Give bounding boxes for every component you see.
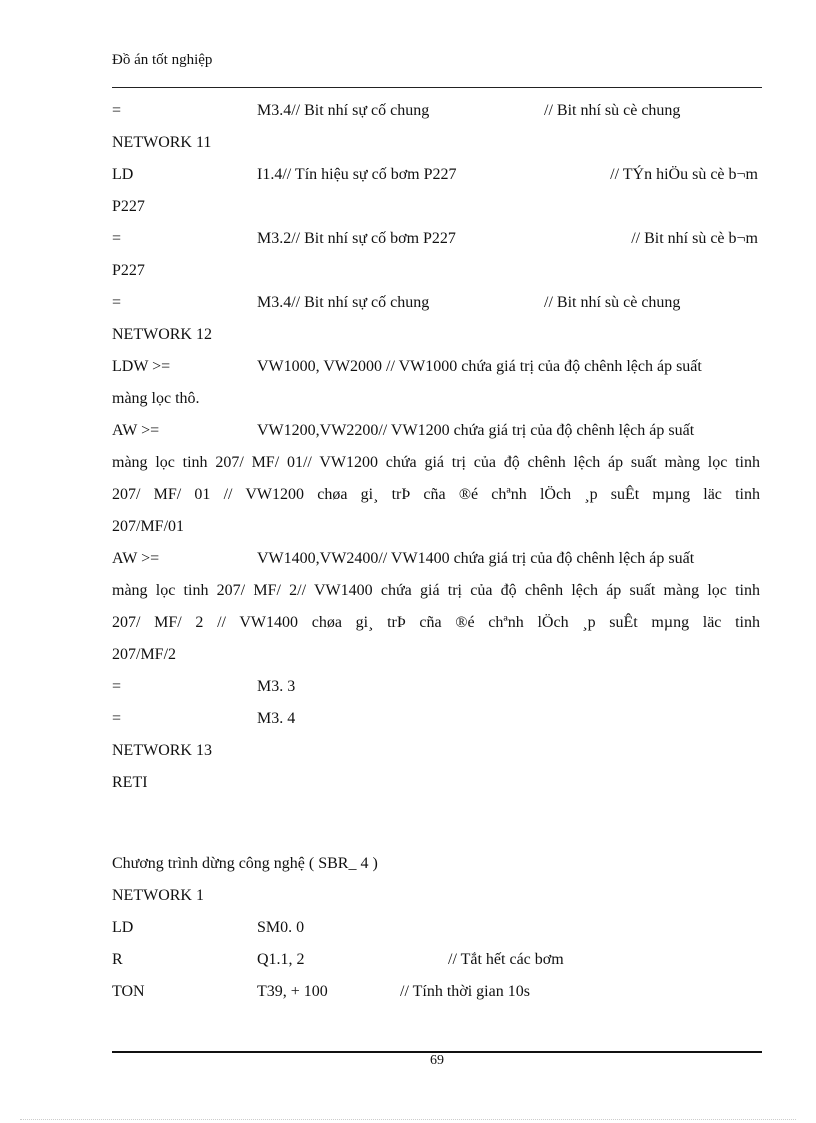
text-line — [112, 580, 760, 602]
code-op: RETI — [112, 774, 148, 791]
code-op: NETWORK 12 — [112, 326, 212, 343]
code-op: P227 — [112, 198, 145, 215]
code-line — [112, 740, 762, 762]
code-op: = — [112, 678, 122, 695]
code-op: = — [112, 710, 122, 727]
document-header: Đồ án tốt nghiệp — [112, 52, 213, 68]
code-arg: M3.4// Bit nhí sự cố chung — [257, 294, 430, 311]
code-line — [112, 356, 762, 378]
code-arg: VW1200,VW2200// VW1200 chứa giá trị của độ chênh lệch áp suất — [257, 422, 695, 439]
code-line — [112, 516, 762, 538]
code-line — [112, 420, 762, 442]
code-op: = — [112, 294, 122, 311]
code-op: AW >= — [112, 550, 160, 567]
code-line — [112, 708, 762, 730]
code-line — [112, 917, 762, 939]
code-op: NETWORK 1 — [112, 887, 204, 904]
code-op: = — [112, 230, 122, 247]
code-line — [112, 324, 762, 346]
code-arg: VW1400,VW2400// VW1400 chứa giá trị của độ chênh lệch áp suất — [257, 550, 695, 567]
code-arg: M3. 4 — [257, 710, 296, 727]
code-op: NETWORK 13 — [112, 742, 212, 759]
code-op: AW >= — [112, 422, 160, 439]
code-line — [112, 228, 762, 250]
code-arg: Q1.1, 2 — [257, 951, 305, 968]
text-line — [112, 484, 760, 506]
text-line-content: 207/ MF/ 01 // VW1200 chøa gi¸ trÞ cña ®é chªnh lÖch ¸p suÊt mµng läc tinh — [112, 486, 760, 503]
section-title — [112, 853, 762, 875]
code-op: = — [112, 102, 122, 119]
code-line — [112, 676, 762, 698]
code-line — [112, 885, 762, 907]
text-line — [112, 612, 760, 634]
page-number: 69 — [430, 1053, 444, 1068]
code-op: LDW >= — [112, 358, 171, 375]
text-line-content: màng lọc tinh 207/ MF/ 01// VW1200 chứa giá trị của độ chênh lệch áp suất màng lọc tinh — [112, 454, 760, 471]
code-line — [112, 981, 762, 1003]
text-line — [112, 452, 760, 474]
page-edge-dotted-line — [20, 1119, 796, 1120]
code-line — [112, 132, 762, 154]
code-arg: M3.4// Bit nhí sự cố chung — [257, 102, 430, 119]
code-arg: VW1000, VW2000 // VW1000 chứa giá trị của độ chênh lệch áp suất — [257, 358, 702, 375]
code-line — [112, 949, 762, 971]
code-op: NETWORK 11 — [112, 134, 212, 151]
code-comment: // Bit nhí sù cè b¬m — [631, 230, 758, 247]
text-line-content: 207/ MF/ 2 // VW1400 chøa gi¸ trÞ cña ®é chªnh lÖch ¸p suÊt mµng läc tinh — [112, 614, 760, 631]
code-comment: // Bit nhí sù cè chung — [544, 294, 681, 311]
code-arg: M3.2// Bit nhí sự cố bơm P227 — [257, 230, 456, 247]
code-comment: // Tính thời gian 10s — [400, 983, 530, 1000]
code-op: LD — [112, 166, 134, 183]
code-op: 207/MF/2 — [112, 646, 177, 663]
code-op: P227 — [112, 262, 145, 279]
code-op: 207/MF/01 — [112, 518, 185, 535]
code-arg: SM0. 0 — [257, 919, 305, 936]
text-line-content: màng lọc tinh 207/ MF/ 2// VW1400 chứa giá trị của độ chênh lệch áp suất màng lọc tinh — [112, 582, 760, 599]
code-arg: M3. 3 — [257, 678, 296, 695]
code-line — [112, 644, 762, 666]
code-op: LD — [112, 919, 134, 936]
section-title-text: Chương trình dừng công nghệ ( SBR_ 4 ) — [112, 855, 378, 872]
code-line — [112, 292, 762, 314]
code-op: màng lọc thô. — [112, 390, 200, 407]
code-line — [112, 196, 762, 218]
code-line — [112, 388, 762, 410]
code-op: TON — [112, 983, 145, 1000]
code-op: R — [112, 951, 123, 968]
code-arg: I1.4// Tín hiệu sự cố bơm P227 — [257, 166, 457, 183]
code-comment: // TÝn hiÖu sù cè b¬m — [610, 166, 758, 183]
code-line — [112, 548, 762, 570]
code-comment: // Bit nhí sù cè chung — [544, 102, 681, 119]
code-line — [112, 772, 762, 794]
code-line — [112, 260, 762, 282]
code-arg: T39, + 100 — [257, 983, 328, 1000]
code-line — [112, 164, 762, 186]
code-comment: // Tắt hết các bơm — [448, 951, 564, 968]
code-line — [112, 100, 762, 122]
header-rule — [112, 87, 762, 88]
